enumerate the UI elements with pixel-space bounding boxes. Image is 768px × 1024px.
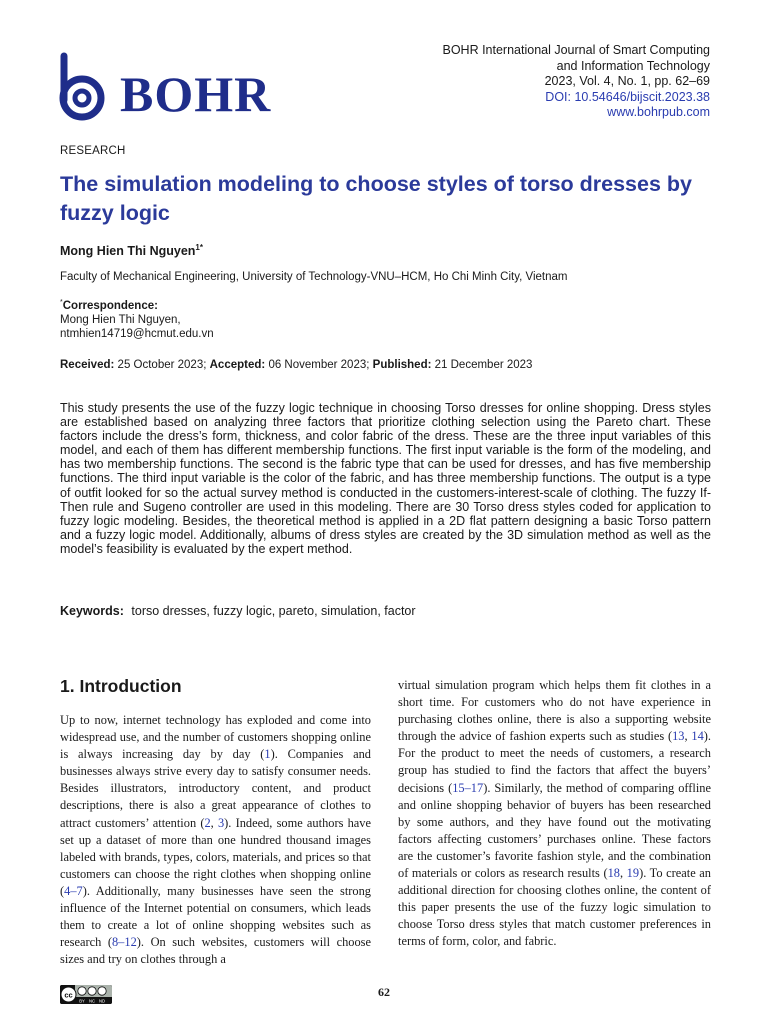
intro-right-column xyxy=(398,677,711,951)
citation-link[interactable]: 8–12 xyxy=(111,935,137,950)
author-line xyxy=(60,243,203,258)
citation-link[interactable]: 15–17 xyxy=(452,780,484,795)
bohr-logo-icon xyxy=(56,52,116,124)
section-heading-introduction: 1. Introduction xyxy=(60,676,182,696)
body-text: ). To create an additional direction for choosing clothes online, the content of this paper presents the use of the fuzzy logic simulation to choose Torso dress styles that match customer preferences in terms of form, color, and fabric. xyxy=(398,866,712,949)
citation-link[interactable]: 1 xyxy=(264,747,271,762)
citation-link[interactable]: 18 xyxy=(607,866,620,881)
intro-left-column xyxy=(60,712,371,968)
citation-link[interactable]: 3 xyxy=(217,815,225,830)
body-text: ). Companies and businesses always strive every day to satisfy consumer needs. Besides illustrators, introductory content, and product descriptions, there is also a great appearance of clothes to attract customers’ attention ( xyxy=(60,747,371,830)
journal-volume: 2023, Vol. 4, No. 1, pp. 62–69 xyxy=(544,74,710,88)
cc-nc-label: NC xyxy=(88,998,96,1004)
author-name: Mong Hien Thi Nguyen xyxy=(60,244,196,259)
bohr-logo[interactable] xyxy=(56,52,286,124)
cc-by-nc-nd-icon xyxy=(60,985,112,1004)
doi-link[interactable]: DOI: 10.54646/bijscit.2023.38 xyxy=(545,89,710,104)
journal-name-line2: and Information Technology xyxy=(556,58,710,73)
article-title: The simulation modeling to choose styles of torso dresses by fuzzy logic xyxy=(60,172,692,225)
citation-link[interactable]: 14 xyxy=(691,729,704,744)
affiliation: Faculty of Mechanical Engineering, University of Technology-VNU–HCM, Ho Chi Minh City, Vietnam xyxy=(60,271,568,283)
cc-symbol: cc xyxy=(64,990,73,1000)
citation-link[interactable]: 4–7 xyxy=(64,883,83,898)
correspondence-name: Mong Hien Thi Nguyen, xyxy=(60,313,181,326)
citation-link[interactable]: 19 xyxy=(626,866,640,881)
received-label: Received: xyxy=(60,359,115,371)
body-text: , xyxy=(684,729,692,744)
citation-link[interactable]: 13 xyxy=(672,729,685,744)
body-text: , xyxy=(619,866,627,881)
cc-nd-label: ND xyxy=(98,998,106,1004)
article-type-label: RESEARCH xyxy=(60,145,126,157)
abstract: This study presents the use of the fuzzy logic technique in choosing Torso dresses for online shopping. Dress styles are established based on analyzing three factors that prioritize clothing selection using the Pareto chart. These factors include the dress’s form, thickness, and color fabric of the dress. These are the three input variables of this model, and each of them has different membership functions. The first input variable is the form of the modeling, and has two membership functions. The second is the fabric type that can be used for dresses, and has five membership functions. The third input variable is the color of the fabric, and has three membership functions. The output is a type of outfit looked for so the actual survey method is conducted in the customers-interest-scale of clothing. The fuzzy If-Then rule and Sugeno controller are used in this modeling. There are 30 Torso dress styles coded for application to fuzzy logic modeling. Besides, the theoretical method is applied in a 2D flat pattern designing a basic Torso pattern and a fuzzy logic model. Additionally, albums of dress styles are created by the 3D simulation method as well as the model’s feasibility is evaluated by the expert method. xyxy=(60,401,711,556)
accepted-date: 06 November 2023; xyxy=(268,359,370,371)
body-text: virtual simulation program which helps them fit clothes in a short time. For customers who do not have experience in purchasing clothes online, there is also a supporting website through the advice of fashion experts such as studies ( xyxy=(398,678,711,744)
logo-text: BOHR xyxy=(120,66,272,122)
keywords-list: torso dresses, fuzzy logic, pareto, simulation, factor xyxy=(131,604,416,618)
body-text: ). On such websites, customers will choose sizes and try on clothes through a xyxy=(60,935,372,967)
body-text: ). Similarly, the method of comparing offline and online shopping behavior of buyers has been researched by some authors, and they have found out the motivating factors affecting customers’ purchases online. These factors are the customer’s favorite fashion style, and the combination of materials or colors as research results ( xyxy=(398,780,711,881)
published-date: 21 December 2023 xyxy=(434,359,533,371)
page-number: 62 xyxy=(378,985,390,999)
body-text: ). Additionally, many businesses have seen the strong influence of the Internet potential on consumers, which leads them to create a lot of online shopping websites such as research ( xyxy=(60,883,371,950)
cc-by-label: BY xyxy=(79,998,85,1004)
accepted-label: Accepted: xyxy=(209,359,266,371)
cc-license-badge[interactable] xyxy=(60,985,112,1004)
publication-dates xyxy=(60,359,532,371)
body-text: Up to now, internet technology has exploded and come into widespread use, and the number of customers shopping online is always increasing day by day ( xyxy=(60,713,371,762)
journal-info xyxy=(330,43,710,121)
citation-link[interactable]: 2 xyxy=(204,815,211,830)
body-text: , xyxy=(210,815,218,830)
body-text: ). Indeed, some authors have set up a dataset of more than one hundred thousand images labeled with brands, types, colors, materials, and prices so that customers can choose the right clothes when shopping online ( xyxy=(60,815,371,898)
correspondence-heading: Correspondence: xyxy=(62,299,158,312)
correspondence-email[interactable]: ntmhien14719@hcmut.edu.vn xyxy=(60,327,214,340)
correspondence-block xyxy=(60,296,214,341)
received-date: 25 October 2023; xyxy=(117,359,207,371)
author-marker: 1* xyxy=(195,243,203,252)
correspondence-marker: * xyxy=(60,299,63,306)
journal-name-line1: BOHR International Journal of Smart Computing xyxy=(442,43,710,57)
keywords xyxy=(60,604,416,618)
published-label: Published: xyxy=(372,359,432,371)
keywords-label: Keywords: xyxy=(60,604,124,618)
body-text: ). For the product to meet the needs of customers, a research group has studied to find the factors that affect the buyers’ decisions ( xyxy=(398,729,711,795)
website-link[interactable]: www.bohrpub.com xyxy=(607,105,710,119)
